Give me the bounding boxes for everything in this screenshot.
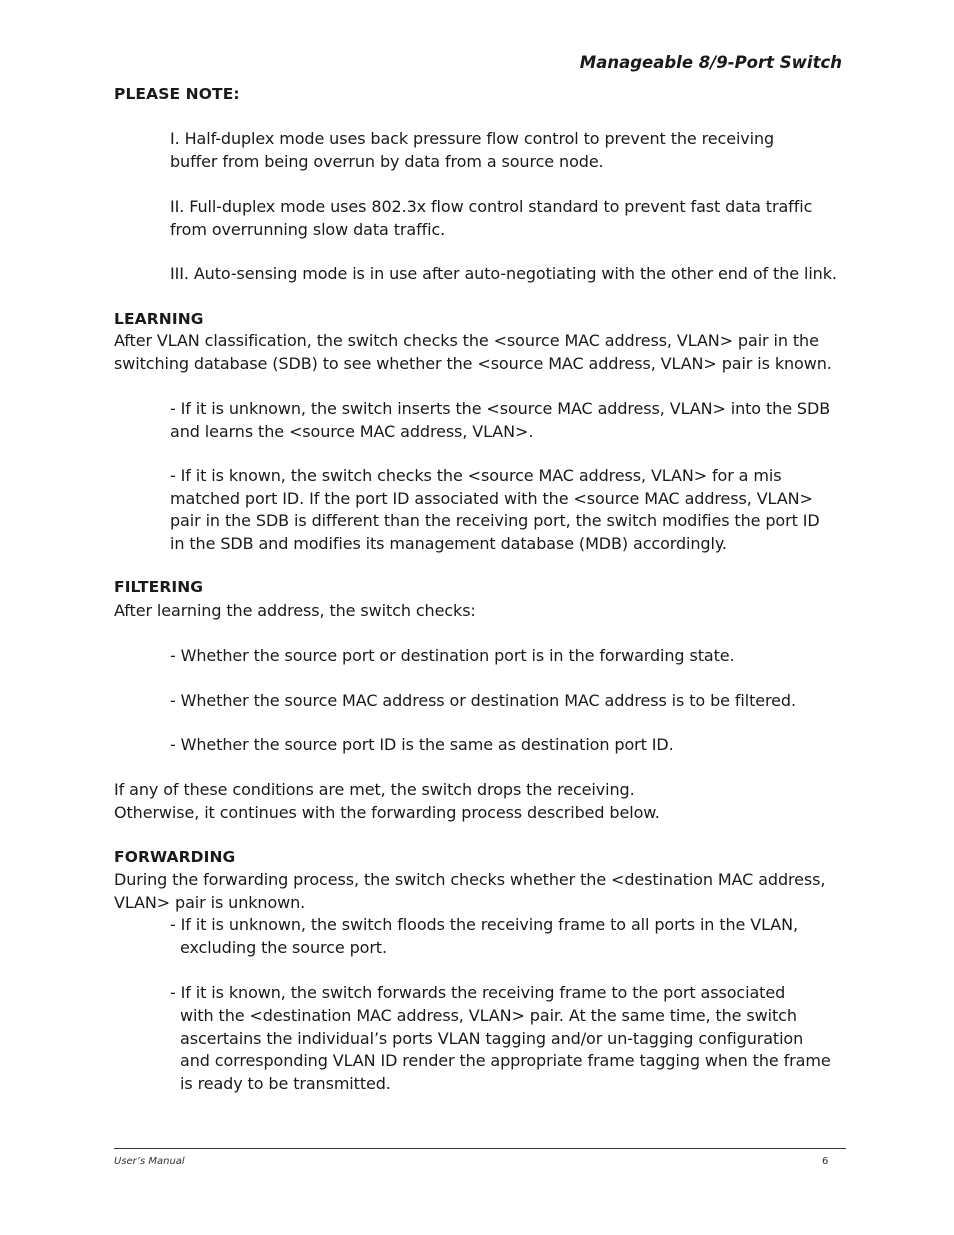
- learning-item-1: [170, 398, 830, 443]
- running-header-title: Manageable 8/9-Port Switch: [579, 53, 842, 72]
- learning-item-2-line-3: pair in the SDB is different than the receiving port, the switch modifies the port ID: [170, 511, 820, 530]
- learning-item-1-line-1: - If it is unknown, the switch inserts the <source MAC address, VLAN> into the SDB: [170, 399, 831, 418]
- note-item-3-line-1: III. Auto-sensing mode is in use after auto-negotiating with the other end of the link.: [170, 264, 837, 283]
- forwarding-item-1-line-2: excluding the source port.: [180, 938, 387, 957]
- learning-intro-line-1: After VLAN classification, the switch checks the <source MAC address, VLAN> pair in the: [114, 331, 819, 350]
- learning-item-2: [170, 465, 820, 555]
- forwarding-intro-line-1: During the forwarding process, the switch checks whether the <destination MAC address,: [114, 870, 826, 889]
- filtering-outro-line-2: Otherwise, it continues with the forwarding process described below.: [114, 802, 660, 822]
- forwarding-intro: [114, 869, 825, 914]
- learning-item-2-line-2: matched port ID. If the port ID associated with the <source MAC address, VLAN>: [170, 488, 813, 508]
- learning-intro-line-2: switching database (SDB) to see whether the <source MAC address, VLAN> pair is known.: [114, 353, 832, 373]
- forwarding-item-2-line-4: and corresponding VLAN ID render the appropriate frame tagging when the frame: [180, 1051, 831, 1070]
- note-item-2-line-1: II. Full-duplex mode uses 802.3x flow control standard to prevent fast data traffic: [170, 197, 813, 216]
- note-item-1-line-1: I. Half-duplex mode uses back pressure flow control to prevent the receiving: [170, 129, 775, 148]
- filtering-outro: [114, 779, 660, 824]
- forwarding-item-2-line-1: - If it is known, the switch forwards the receiving frame to the port associated: [170, 983, 786, 1002]
- filtering-item-3: - Whether the source port ID is the same as destination port ID.: [170, 735, 674, 754]
- learning-item-2-line-4: in the SDB and modifies its management database (MDB) accordingly.: [170, 533, 727, 553]
- note-item-2-line-2: from overrunning slow data traffic.: [170, 219, 446, 239]
- filtering-outro-line-1: If any of these conditions are met, the switch drops the receiving.: [114, 780, 635, 799]
- forwarding-item-2-line-5: is ready to be transmitted.: [180, 1073, 391, 1093]
- forwarding-heading: FORWARDING: [114, 848, 236, 866]
- note-item-1: [170, 128, 774, 173]
- forwarding-intro-line-2: VLAN> pair is unknown.: [114, 892, 306, 912]
- learning-heading: LEARNING: [114, 310, 204, 328]
- forwarding-item-2-line-2: with the <destination MAC address, VLAN> pair. At the same time, the switch: [180, 1006, 797, 1025]
- note-item-1-line-2: buffer from being overrun by data from a source node.: [170, 151, 604, 171]
- filtering-item-1: - Whether the source port or destination port is in the forwarding state.: [170, 646, 735, 665]
- learning-intro: [114, 330, 832, 375]
- note-item-3: [170, 263, 837, 286]
- learning-item-1-line-2: and learns the <source MAC address, VLAN>.: [170, 421, 534, 441]
- please-note-heading: PLEASE NOTE:: [114, 85, 240, 103]
- note-item-2: [170, 196, 812, 241]
- learning-item-2-line-1: - If it is known, the switch checks the <source MAC address, VLAN> for a mis: [170, 466, 782, 485]
- forwarding-item-2-line-3: ascertains the individual’s ports VLAN tagging and/or un-tagging configuration: [180, 1028, 804, 1048]
- forwarding-item-1-line-1: - If it is unknown, the switch floods the receiving frame to all ports in the VLAN,: [170, 915, 799, 934]
- filtering-item-2: - Whether the source MAC address or destination MAC address is to be filtered.: [170, 691, 796, 710]
- footer-divider: [114, 1148, 846, 1149]
- footer-page-number: 6: [822, 1156, 829, 1167]
- forwarding-item-2-cont: [180, 1005, 831, 1095]
- filtering-intro: After learning the address, the switch checks:: [114, 601, 476, 620]
- filtering-heading: FILTERING: [114, 578, 204, 596]
- footer-manual-label: User’s Manual: [114, 1156, 185, 1167]
